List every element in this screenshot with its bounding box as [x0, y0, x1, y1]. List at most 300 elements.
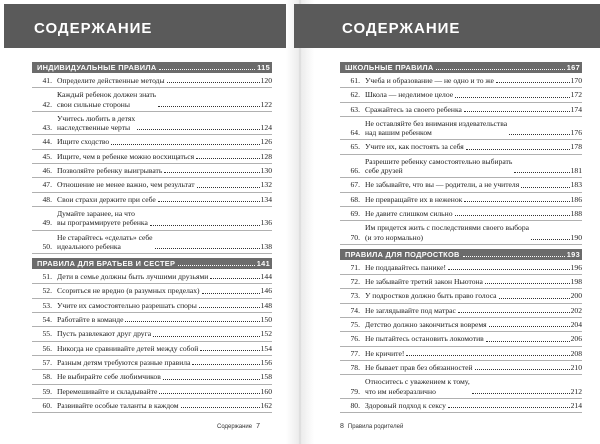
entry-title: [365, 195, 462, 204]
entry-number: 55.: [42, 329, 52, 339]
entry-number: 46.: [42, 166, 52, 176]
entry-title-line: Не забывайте, что вы — родители, а не учителя: [365, 180, 520, 190]
entry-title: [365, 223, 529, 242]
toc-entry: [32, 301, 272, 313]
entry-title: [57, 166, 162, 175]
entry-text: [57, 344, 272, 353]
entry-page-number: 122: [260, 99, 272, 109]
entry-text: [57, 137, 272, 146]
entry-title: [365, 306, 456, 315]
entry-text: [57, 401, 272, 410]
dot-leader: [150, 225, 260, 226]
toc-entry: [340, 180, 582, 192]
entry-text: [365, 119, 582, 138]
entry-title-line: Отношение не менее важно, чем результат: [57, 180, 195, 190]
toc-entry: [340, 76, 582, 88]
entry-text: [57, 301, 272, 310]
entry-title: [365, 363, 473, 372]
entry-page-number: 210: [570, 362, 582, 372]
entry-title: [57, 233, 153, 252]
entry-title-line: Не давите слишком сильно: [365, 208, 453, 218]
entry-number: 41.: [42, 76, 52, 85]
dot-leader: [111, 144, 259, 145]
entry-title-line: Никогда не сравнивайте детей между собой: [57, 343, 199, 353]
entry-page-number: 186: [570, 194, 582, 204]
dot-leader: [164, 172, 259, 173]
dot-leader: [125, 321, 259, 322]
entry-title-line: Учите их, как постоять за себя: [365, 142, 464, 152]
entry-page-number: 128: [260, 151, 272, 161]
entry-title-line: Не оставляйте без внимания издевательства: [365, 118, 508, 128]
entry-number: 62.: [350, 90, 360, 100]
entry-page-number: 150: [260, 315, 272, 325]
entry-text: [365, 334, 582, 343]
entry-page-number: 120: [260, 76, 272, 85]
entry-number: 45.: [42, 151, 52, 161]
entry-title: [57, 180, 195, 189]
entry-title-line: Учите их самостоятельно разрешать споры: [57, 300, 197, 310]
entry-title-line: свои сильные стороны: [57, 99, 130, 109]
entry-title: [57, 137, 109, 146]
toc-entry: [340, 142, 582, 154]
entry-page-number: 172: [570, 90, 582, 100]
entry-number: 59.: [42, 386, 52, 396]
entry-title-line: Им придется жить с последствиями своего выбора: [365, 223, 530, 233]
entry-page-number: 134: [260, 194, 272, 204]
entry-text: [57, 272, 272, 281]
right-page: [314, 0, 600, 444]
entry-page-number: 136: [260, 218, 272, 228]
entry-number: 79.: [350, 386, 360, 396]
toc-entry: [32, 329, 272, 341]
section-heading: [340, 62, 582, 73]
entry-title-line: Разным детям требуются разные правила: [57, 357, 191, 367]
dot-leader: [167, 82, 260, 83]
toc-list: [32, 62, 272, 415]
dot-leader: [475, 369, 570, 370]
dot-leader: [158, 106, 260, 107]
page-number: 8: [340, 423, 344, 430]
entry-page-number: 148: [260, 300, 272, 310]
dot-leader: [448, 407, 570, 408]
entry-number: 66.: [350, 166, 360, 176]
entry-title-line: Ищите сходство: [57, 137, 110, 147]
entry-text: [365, 320, 582, 329]
dot-leader: [137, 129, 259, 130]
entry-number: 48.: [42, 194, 52, 204]
entry-page-number: 198: [570, 277, 582, 287]
dot-leader: [436, 62, 564, 70]
entry-number: 51.: [42, 272, 52, 282]
entry-page-number: 124: [260, 123, 272, 133]
dot-leader: [153, 336, 260, 337]
entry-title: [57, 195, 156, 204]
entry-title-line: Не заглядывайте под матрас: [365, 305, 456, 315]
entry-page-number: 156: [260, 357, 272, 367]
dot-leader: [489, 326, 570, 327]
dot-leader: [514, 172, 569, 173]
entry-title: [57, 344, 198, 353]
entry-title: [365, 142, 464, 151]
toc-entry: [340, 105, 582, 117]
entry-text: [365, 306, 582, 315]
entry-page-number: 214: [570, 400, 582, 410]
toc-entry: [32, 114, 272, 136]
toc-entry: [32, 315, 272, 327]
toc-entry: [340, 263, 582, 275]
entry-text: [57, 286, 272, 295]
toc-entry: [340, 291, 582, 303]
section-title: ИНДИВИДУАЛЬНЫЕ ПРАВИЛА: [37, 63, 157, 72]
dot-leader: [159, 393, 259, 394]
toc-entry: [32, 166, 272, 178]
entry-page-number: 160: [260, 386, 272, 396]
entry-page-number: 208: [570, 348, 582, 358]
page-number: 7: [256, 423, 260, 430]
entry-text: [365, 377, 582, 396]
entry-number: 63.: [350, 104, 360, 114]
entry-page-number: 130: [260, 166, 272, 176]
entry-number: 68.: [350, 194, 360, 204]
dot-leader: [406, 355, 569, 356]
entry-text: [365, 76, 582, 85]
dot-leader: [158, 201, 260, 202]
toc-entry: [340, 377, 582, 399]
entry-title: [365, 277, 483, 286]
dot-leader: [455, 97, 570, 98]
dot-leader: [199, 307, 260, 308]
dot-leader: [463, 249, 565, 257]
entry-text: [57, 387, 272, 396]
entry-number: 77.: [350, 348, 360, 358]
toc-entry: [340, 119, 582, 141]
entry-page-number: 132: [260, 180, 272, 190]
entry-title-line: Не превращайте их в неженок: [365, 194, 463, 204]
entry-page-number: 158: [260, 372, 272, 382]
entry-title: [365, 209, 453, 218]
entry-number: 42.: [42, 99, 52, 109]
entry-title-line: Детство должно закончиться вовремя: [365, 320, 487, 330]
entry-text: [57, 114, 272, 133]
section-heading: [340, 249, 582, 260]
entry-title-line: Учеба и образование — не одно и то же: [365, 76, 494, 85]
entry-text: [57, 358, 272, 367]
footer-text: Содержание: [217, 423, 253, 430]
entry-number: 69.: [350, 208, 360, 218]
entry-page-number: 200: [570, 291, 582, 301]
entry-page-number: 152: [260, 329, 272, 339]
dot-leader: [159, 62, 255, 70]
entry-title-line: Пусть развлекают друг друга: [57, 329, 152, 339]
entry-number: 56.: [42, 343, 52, 353]
entry-title: [57, 358, 190, 367]
section-heading: [32, 62, 272, 73]
toc-entry: [32, 195, 272, 207]
entry-title-line: Позволяйте ребенку выигрывать: [57, 166, 163, 176]
entry-text: [57, 233, 272, 252]
entry-page-number: 181: [570, 166, 582, 176]
toc-entry: [32, 90, 272, 112]
entry-title-line: Ссориться не вредно (в разумных пределах): [57, 286, 200, 296]
entry-text: [57, 329, 272, 338]
entry-text: [57, 166, 272, 175]
section-page-number: 115: [257, 63, 270, 72]
entry-title-line: Здоровый подход к сексу: [365, 400, 446, 410]
entry-title: [57, 401, 179, 410]
entry-title: [57, 209, 148, 228]
toc-entry: [32, 152, 272, 164]
entry-number: 47.: [42, 180, 52, 190]
entry-title-line: У подростков должно быть право голоса: [365, 291, 497, 301]
dot-leader: [196, 158, 259, 159]
entry-page-number: 174: [570, 104, 582, 114]
toc-entry: [340, 195, 582, 207]
entry-title: [57, 272, 208, 281]
entry-title: [57, 286, 200, 295]
entry-title: [365, 90, 453, 99]
entry-title-line: Развивайте особые таланты в каждом: [57, 400, 179, 410]
dot-leader: [455, 215, 570, 216]
entry-text: [57, 76, 272, 85]
entry-title-line: Не поддавайтесь панике!: [365, 262, 446, 272]
entry-title: [365, 377, 470, 396]
entry-title-line: Ищите, чем в ребенке можно восхищаться: [57, 151, 195, 161]
entry-text: [57, 315, 272, 324]
entry-title: [57, 114, 135, 133]
entry-number: 70.: [350, 232, 360, 242]
entry-title-line: над вашим ребенком: [365, 128, 432, 138]
toc-entry: [32, 233, 272, 255]
entry-title-line: Каждый ребенок должен знать: [57, 90, 157, 100]
dot-leader: [448, 269, 570, 270]
entry-title-line: Думайте заранее, на что: [57, 208, 135, 218]
section-title: ПРАВИЛА ДЛЯ ПОДРОСТКОВ: [345, 249, 460, 259]
entry-title-line: Не старайтесь «сделать» себе: [57, 232, 153, 242]
entry-title-line: себе друзей: [365, 166, 403, 176]
dot-leader: [464, 111, 570, 112]
entry-title-line: Сражайтесь за своего ребенка: [365, 104, 462, 114]
toc-entry: [340, 306, 582, 318]
dot-leader: [496, 82, 570, 83]
dot-leader: [499, 298, 570, 299]
toc-entry: [340, 401, 582, 413]
entry-title-line: Относитесь с уважением к тому,: [365, 377, 470, 387]
dot-leader: [197, 187, 260, 188]
entry-text: [57, 195, 272, 204]
entry-title-line: Не пытайтесь остановить локомотив: [365, 334, 484, 344]
entry-title-line: Определите действенные методы: [57, 76, 165, 85]
entry-title: [57, 329, 151, 338]
page-title: СОДЕРЖАНИЕ: [34, 20, 153, 37]
entry-title: [365, 334, 484, 343]
entry-number: 75.: [350, 320, 360, 330]
entry-text: [57, 180, 272, 189]
entry-page-number: 206: [570, 334, 582, 344]
entry-number: 67.: [350, 180, 360, 190]
entry-title-line: что им небезразлично: [365, 386, 436, 396]
dot-leader: [486, 341, 570, 342]
dot-leader: [181, 407, 260, 408]
entry-title-line: Разрешите ребенку самостоятельно выбирать: [365, 156, 513, 166]
dot-leader: [509, 134, 570, 135]
toc-entry: [340, 209, 582, 221]
entry-title-line: идеального ребенка: [57, 241, 121, 251]
entry-number: 71.: [350, 262, 360, 272]
entry-title-line: Перемешивайте и складывайте: [57, 386, 158, 396]
entry-title: [365, 291, 497, 300]
dot-leader: [521, 187, 569, 188]
entry-title: [57, 372, 161, 381]
dot-leader: [202, 293, 260, 294]
entry-number: 78.: [350, 362, 360, 372]
toc-entry: [32, 137, 272, 149]
entry-title: [365, 349, 404, 358]
entry-title: [365, 119, 507, 138]
entry-title-line: наследственные черты: [57, 123, 131, 133]
entry-number: 53.: [42, 300, 52, 310]
entry-title: [365, 320, 487, 329]
entry-page-number: 188: [570, 208, 582, 218]
entry-number: 54.: [42, 315, 52, 325]
toc-entry: [32, 180, 272, 192]
entry-page-number: 183: [570, 180, 582, 190]
entry-title-line: Дети в семье должны быть лучшими друзьями: [57, 272, 209, 282]
dot-leader: [464, 201, 569, 202]
entry-number: 43.: [42, 123, 52, 133]
page-title: СОДЕРЖАНИЕ: [342, 20, 461, 37]
entry-page-number: 146: [260, 286, 272, 296]
toc-entry: [32, 286, 272, 298]
toc-entry: [32, 401, 272, 413]
entry-title-line: Не бывает прав без обязанностей: [365, 362, 473, 372]
entry-title: [57, 152, 194, 161]
entry-title: [365, 263, 446, 272]
toc-entry: [32, 358, 272, 370]
entry-page-number: 138: [260, 241, 272, 251]
entry-page-number: 144: [260, 272, 272, 282]
entry-title-line: Не выбирайте себе любимчиков: [57, 372, 161, 382]
entry-page-number: 178: [570, 142, 582, 152]
entry-number: 50.: [42, 241, 52, 251]
toc-entry: [340, 349, 582, 361]
entry-number: 44.: [42, 137, 52, 147]
entry-text: [365, 195, 582, 204]
section-title: ШКОЛЬНЫЕ ПРАВИЛА: [345, 63, 434, 72]
entry-number: 72.: [350, 277, 360, 287]
book-gutter: [286, 0, 314, 444]
entry-title-line: вы программируете ребенка: [57, 218, 148, 228]
entry-text: [365, 363, 582, 372]
toc-entry: [32, 76, 272, 88]
dot-leader: [531, 239, 570, 240]
entry-page-number: 196: [570, 262, 582, 272]
toc-entry: [32, 272, 272, 284]
entry-page-number: 162: [260, 400, 272, 410]
entry-text: [365, 401, 582, 410]
entry-title-line: Работайте в команде: [57, 315, 124, 325]
entry-text: [57, 90, 272, 109]
dot-leader: [192, 364, 259, 365]
toc-entry: [340, 320, 582, 332]
entry-page-number: 204: [570, 320, 582, 330]
toc-list: [340, 62, 582, 415]
entry-title-line: Учитесь любить в детях: [57, 113, 136, 123]
toc-entry: [340, 363, 582, 375]
entry-title-line: Не забывайте третий закон Ньютона: [365, 277, 483, 287]
entry-title: [57, 90, 156, 109]
dot-leader: [472, 393, 570, 394]
entry-title: [57, 301, 197, 310]
entry-text: [365, 180, 582, 189]
toc-entry: [32, 344, 272, 356]
entry-text: [365, 142, 582, 151]
dot-leader: [155, 248, 260, 249]
entry-text: [365, 223, 582, 242]
entry-title: [57, 76, 165, 85]
entry-number: 58.: [42, 372, 52, 382]
toc-entry: [340, 277, 582, 289]
entry-number: 80.: [350, 400, 360, 410]
page-footer: [217, 423, 260, 430]
entry-number: 73.: [350, 291, 360, 301]
entry-title: [365, 180, 519, 189]
entry-number: 61.: [350, 76, 360, 85]
entry-text: [365, 263, 582, 272]
section-heading: [32, 258, 272, 269]
entry-text: [57, 372, 272, 381]
entry-number: 64.: [350, 128, 360, 138]
toc-entry: [340, 90, 582, 102]
entry-number: 52.: [42, 286, 52, 296]
dot-leader: [485, 283, 570, 284]
entry-title: [365, 401, 446, 410]
toc-entry: [340, 334, 582, 346]
section-page-number: 167: [566, 63, 580, 72]
entry-text: [365, 157, 582, 176]
dot-leader: [178, 258, 255, 266]
toc-entry: [340, 223, 582, 245]
entry-page-number: 212: [570, 386, 582, 396]
dot-leader: [210, 278, 259, 279]
entry-page-number: 170: [570, 76, 582, 85]
entry-text: [365, 105, 582, 114]
entry-title: [57, 387, 157, 396]
section-page-number: 141: [256, 259, 270, 269]
toc-entry: [32, 209, 272, 231]
entry-title: [365, 157, 512, 176]
entry-text: [365, 349, 582, 358]
entry-page-number: 176: [570, 128, 582, 138]
dot-leader: [200, 350, 259, 351]
entry-text: [365, 209, 582, 218]
entry-text: [57, 209, 272, 228]
entry-text: [57, 152, 272, 161]
toc-entry: [32, 372, 272, 384]
entry-number: 76.: [350, 334, 360, 344]
entry-page-number: 154: [260, 343, 272, 353]
left-page: [0, 0, 286, 444]
section-title: ПРАВИЛА ДЛЯ БРАТЬЕВ И СЕСТЕР: [37, 259, 176, 269]
entry-title-line: (и это нормально): [365, 232, 424, 242]
entry-title: [365, 105, 462, 114]
dot-leader: [458, 312, 570, 313]
section-page-number: 193: [566, 249, 580, 259]
entry-number: 65.: [350, 142, 360, 152]
entry-title-line: Школа — неделимое целое: [365, 90, 454, 100]
entry-text: [365, 291, 582, 300]
entry-page-number: 202: [570, 305, 582, 315]
entry-text: [365, 90, 582, 99]
